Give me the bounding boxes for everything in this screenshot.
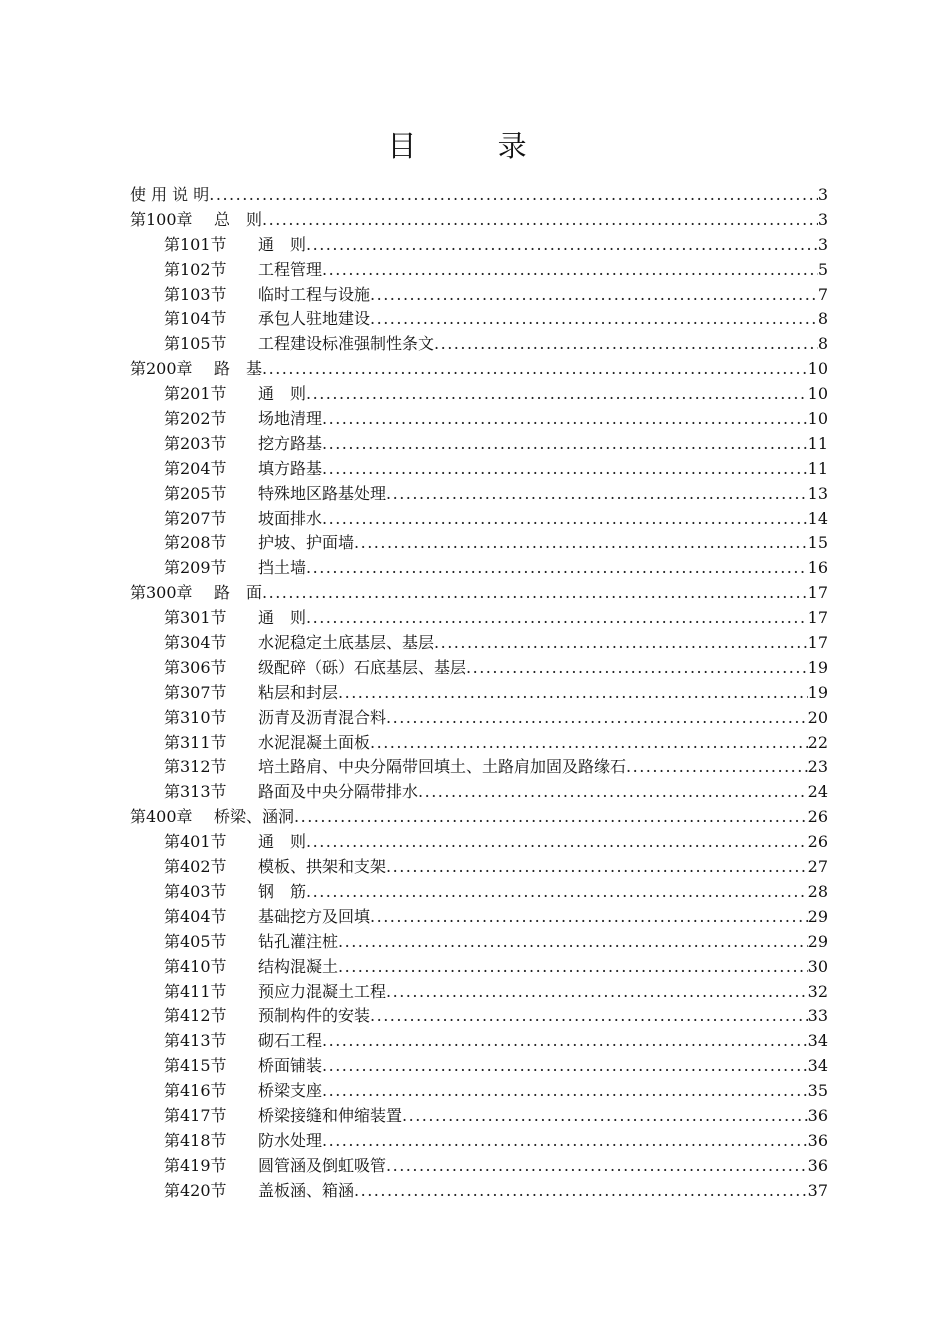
toc-entry-page-number: 37 — [807, 1180, 828, 1200]
toc-entry-label: 水泥混凝土面板 — [258, 732, 371, 752]
toc-entry-page-number: 17 — [807, 633, 828, 653]
toc-section-entry[interactable] — [130, 1078, 828, 1103]
toc-chapter-entry[interactable] — [130, 580, 828, 605]
toc-entry-number: 第411节 — [164, 981, 227, 1001]
toc-entry-label: 桥梁、涵洞 — [214, 807, 295, 827]
toc-entry-number: 第417节 — [164, 1105, 227, 1125]
toc-entry-number: 第310节 — [164, 707, 227, 727]
toc-entry-page-number: 3 — [817, 185, 828, 204]
toc-entry-page-number: 11 — [807, 433, 828, 453]
toc-entry-label: 护坡、护面墙 — [258, 533, 355, 553]
toc-section-entry[interactable] — [130, 779, 828, 804]
toc-entry-label: 预制构件的安装 — [258, 1006, 371, 1026]
dot-leader — [262, 359, 808, 378]
toc-entry-number: 第410节 — [164, 956, 227, 976]
toc-section-entry[interactable] — [130, 1028, 828, 1053]
toc-section-entry[interactable] — [130, 854, 828, 879]
dot-leader — [370, 309, 818, 328]
toc-entry-page-number: 29 — [807, 906, 828, 926]
toc-entry-number: 第418节 — [164, 1130, 227, 1150]
toc-entry-page-number: 8 — [817, 309, 828, 329]
toc-entry-page-number: 10 — [807, 384, 828, 404]
toc-section-entry[interactable] — [130, 730, 828, 755]
toc-entry-label: 模板、拱架和支架 — [258, 857, 387, 877]
toc-entry-page-number: 20 — [807, 707, 828, 727]
dot-leader — [386, 982, 808, 1001]
toc-entry-number: 第312节 — [164, 757, 227, 777]
toc-entry-label: 通 则 — [258, 832, 307, 852]
dot-leader — [386, 708, 808, 727]
toc-entry-number: 第420节 — [164, 1180, 227, 1200]
toc-entry-page-number: 10 — [807, 359, 828, 379]
toc-section-entry[interactable] — [130, 431, 828, 456]
toc-entry-number: 第413节 — [164, 1031, 227, 1051]
toc-entry-number: 第100章 — [130, 209, 193, 229]
dot-leader — [322, 1031, 808, 1050]
toc-entry-page-number: 35 — [807, 1081, 828, 1101]
dot-leader — [354, 533, 808, 552]
toc-entry-number: 第201节 — [164, 384, 227, 404]
toc-entry-number: 第301节 — [164, 608, 227, 628]
toc-entry-label: 桥面铺装 — [258, 1056, 323, 1076]
toc-entry-page-number: 19 — [807, 657, 828, 677]
toc-entry-label: 挖方路基 — [258, 433, 323, 453]
toc-entry-page-number: 17 — [807, 583, 828, 603]
toc-entry-label: 水泥稳定土底基层、基层 — [258, 633, 435, 653]
dot-leader — [338, 932, 808, 951]
toc-section-entry[interactable] — [130, 1128, 828, 1153]
toc-entry-page-number: 7 — [817, 284, 828, 304]
toc-entry-label: 预应力混凝土工程 — [258, 981, 387, 1001]
toc-chapter-entry[interactable] — [130, 207, 828, 232]
dot-leader — [209, 185, 818, 204]
toc-section-entry[interactable] — [130, 306, 828, 331]
toc-section-entry[interactable] — [130, 705, 828, 730]
toc-entry-label: 场地清理 — [258, 409, 323, 429]
dot-leader — [466, 658, 808, 677]
toc-entry-label: 承包人驻地建设 — [258, 309, 371, 329]
toc-entry-page-number: 23 — [807, 757, 828, 777]
toc-section-entry[interactable] — [130, 481, 828, 506]
dot-leader — [418, 782, 808, 801]
toc-entry-page-number: 17 — [807, 608, 828, 628]
toc-entry-label: 结构混凝土 — [258, 956, 339, 976]
toc-entry-page-number: 15 — [807, 533, 828, 553]
dot-leader — [370, 907, 808, 926]
toc-entry-number: 第402节 — [164, 857, 227, 877]
toc-entry-label: 钻孔灌注桩 — [258, 931, 339, 951]
toc-section-entry[interactable] — [130, 829, 828, 854]
toc-entry-number: 第104节 — [164, 309, 227, 329]
toc-entry-number: 第313节 — [164, 782, 227, 802]
toc-entry-page-number: 34 — [807, 1056, 828, 1076]
toc-entry-label: 坡面排水 — [258, 508, 323, 528]
dot-leader — [370, 1006, 808, 1025]
toc-entry-page-number: 36 — [807, 1105, 828, 1125]
toc-entry-page-number: 14 — [807, 508, 828, 528]
toc-entry-number: 第415节 — [164, 1056, 227, 1076]
dot-leader — [386, 1156, 808, 1175]
toc-chapter-entry[interactable] — [130, 356, 828, 381]
toc-entry-number: 第209节 — [164, 558, 227, 578]
toc-entry-number: 第300章 — [130, 583, 193, 603]
toc-entry-number: 第203节 — [164, 433, 227, 453]
toc-entry-label: 粘层和封层 — [258, 682, 339, 702]
toc-entry-number: 第105节 — [164, 334, 227, 354]
dot-leader — [370, 733, 808, 752]
toc-entry-number: 第103节 — [164, 284, 227, 304]
toc-section-entry[interactable] — [130, 630, 828, 655]
toc-entry-label: 桥梁接缝和伸缩装置 — [258, 1105, 403, 1125]
toc-section-entry[interactable] — [130, 754, 828, 779]
toc-entry-number: 第208节 — [164, 533, 227, 553]
toc-section-entry[interactable] — [130, 605, 828, 630]
toc-entry-label: 特殊地区路基处理 — [258, 483, 387, 503]
toc-entry-label: 钢 筋 — [258, 881, 307, 901]
toc-entry-label: 培土路肩、中央分隔带回填土、土路肩加固及路缘石 — [258, 757, 627, 777]
toc-entry-page-number: 8 — [817, 334, 828, 354]
toc-chapter-entry[interactable] — [130, 804, 828, 829]
dot-leader — [322, 1081, 808, 1100]
toc-section-entry[interactable] — [130, 456, 828, 481]
toc-section-entry[interactable] — [130, 1003, 828, 1028]
dot-leader — [306, 384, 808, 403]
toc-entry-number: 第307节 — [164, 682, 227, 702]
toc-section-entry[interactable] — [130, 257, 828, 282]
dot-leader — [626, 757, 808, 776]
toc-section-entry[interactable] — [130, 1153, 828, 1178]
toc-entry-label: 砌石工程 — [258, 1031, 323, 1051]
toc-entry-number: 第102节 — [164, 259, 227, 279]
toc-entry-page-number: 13 — [807, 483, 828, 503]
toc-entry-number: 第404节 — [164, 906, 227, 926]
dot-leader — [322, 409, 808, 428]
toc-section-entry[interactable] — [130, 879, 828, 904]
toc-entry-page-number: 3 — [817, 234, 828, 254]
dot-leader — [306, 882, 808, 901]
toc-entry-number: 第204节 — [164, 458, 227, 478]
table-of-contents — [130, 182, 828, 1203]
toc-entry-label: 通 则 — [258, 384, 307, 404]
toc-entry-number: 第311节 — [164, 732, 227, 752]
dot-leader — [322, 509, 808, 528]
toc-entry-page-number: 16 — [807, 558, 828, 578]
toc-entry-page-number: 36 — [807, 1130, 828, 1150]
toc-entry-number: 第306节 — [164, 657, 227, 677]
dot-leader — [338, 957, 808, 976]
toc-entry-number: 第400章 — [130, 807, 193, 827]
toc-entry-page-number: 3 — [817, 209, 828, 229]
toc-section-entry[interactable] — [130, 680, 828, 705]
toc-entry-page-number: 19 — [807, 682, 828, 702]
toc-entry-label: 级配碎（砾）石底基层、基层 — [258, 657, 467, 677]
toc-entry-label: 总 则 — [214, 209, 263, 229]
toc-entry-number: 第200章 — [130, 359, 193, 379]
toc-entry-number: 第401节 — [164, 832, 227, 852]
dot-leader — [322, 434, 808, 453]
dot-leader — [434, 334, 818, 353]
toc-section-entry[interactable] — [130, 655, 828, 680]
toc-entry-page-number: 5 — [817, 259, 828, 279]
toc-entry-page-number: 34 — [807, 1031, 828, 1051]
toc-entry-number: 第416节 — [164, 1081, 227, 1101]
toc-entry-label: 路面及中央分隔带排水 — [258, 782, 419, 802]
toc-section-entry[interactable] — [130, 406, 828, 431]
dot-leader — [322, 1131, 808, 1150]
page-title: 目 录 — [387, 129, 563, 163]
toc-section-entry[interactable] — [130, 1053, 828, 1078]
toc-section-entry[interactable] — [130, 1178, 828, 1203]
toc-entry-number: 第405节 — [164, 931, 227, 951]
toc-entry-page-number: 26 — [807, 807, 828, 827]
toc-entry-label: 工程建设标准强制性条文 — [258, 334, 435, 354]
dot-leader — [262, 583, 808, 602]
toc-entry-number: 第202节 — [164, 409, 227, 429]
toc-entry-label: 路 基 — [214, 359, 263, 379]
dot-leader — [386, 857, 808, 876]
toc-section-entry[interactable] — [130, 1103, 828, 1128]
dot-leader — [370, 285, 818, 304]
toc-section-entry[interactable] — [130, 530, 828, 555]
toc-entry-label: 使 用 说 明 — [130, 185, 210, 204]
dot-leader — [322, 1056, 808, 1075]
dot-leader — [306, 608, 808, 627]
toc-section-entry[interactable] — [130, 555, 828, 580]
toc-entry-page-number: 33 — [807, 1006, 828, 1026]
dot-leader — [262, 210, 818, 229]
toc-entry-label: 填方路基 — [258, 458, 323, 478]
toc-entry-page-number: 24 — [807, 782, 828, 802]
toc-entry-page-number: 10 — [807, 409, 828, 429]
dot-leader — [294, 807, 808, 826]
toc-entry-page-number: 27 — [807, 857, 828, 877]
toc-section-entry[interactable] — [130, 506, 828, 531]
toc-entry-label: 工程管理 — [258, 259, 323, 279]
dot-leader — [306, 832, 808, 851]
toc-entry-page-number: 36 — [807, 1155, 828, 1175]
toc-entry-label: 路 面 — [214, 583, 263, 603]
toc-entry-page-number: 30 — [807, 956, 828, 976]
toc-entry-label: 临时工程与设施 — [258, 284, 371, 304]
toc-entry-label: 沥青及沥青混合料 — [258, 707, 387, 727]
toc-entry-number: 第205节 — [164, 483, 227, 503]
toc-entry-number: 第207节 — [164, 508, 227, 528]
dot-leader — [386, 484, 808, 503]
toc-section-entry[interactable] — [130, 929, 828, 954]
toc-section-entry[interactable] — [130, 979, 828, 1004]
toc-entry-label: 基础挖方及回填 — [258, 906, 371, 926]
toc-entry-label: 圆管涵及倒虹吸管 — [258, 1155, 387, 1175]
toc-section-entry[interactable] — [130, 331, 828, 356]
toc-entry-page-number: 26 — [807, 832, 828, 852]
toc-entry-page-number: 28 — [807, 881, 828, 901]
toc-entry-number: 第412节 — [164, 1006, 227, 1026]
toc-section-entry[interactable] — [130, 232, 828, 257]
dot-leader — [402, 1106, 808, 1125]
toc-section-entry[interactable] — [130, 954, 828, 979]
toc-entry-page-number: 32 — [807, 981, 828, 1001]
dot-leader — [306, 558, 808, 577]
dot-leader — [434, 633, 808, 652]
toc-chapter-entry[interactable] — [130, 182, 828, 207]
toc-section-entry[interactable] — [130, 381, 828, 406]
toc-entry-number: 第403节 — [164, 881, 227, 901]
toc-entry-label: 挡土墙 — [258, 558, 307, 578]
toc-entry-label: 防水处理 — [258, 1130, 323, 1150]
toc-section-entry[interactable] — [130, 904, 828, 929]
dot-leader — [338, 683, 808, 702]
toc-section-entry[interactable] — [130, 282, 828, 307]
dot-leader — [354, 1181, 808, 1200]
dot-leader — [322, 459, 808, 478]
dot-leader — [322, 260, 818, 279]
toc-entry-label: 通 则 — [258, 234, 307, 254]
toc-entry-label: 盖板涵、箱涵 — [258, 1180, 355, 1200]
dot-leader — [306, 235, 818, 254]
toc-entry-number: 第304节 — [164, 633, 227, 653]
toc-entry-page-number: 11 — [807, 458, 828, 478]
toc-entry-number: 第419节 — [164, 1155, 227, 1175]
toc-entry-label: 桥梁支座 — [258, 1081, 323, 1101]
toc-entry-number: 第101节 — [164, 234, 227, 254]
toc-entry-page-number: 22 — [807, 732, 828, 752]
toc-entry-page-number: 29 — [807, 931, 828, 951]
toc-entry-label: 通 则 — [258, 608, 307, 628]
